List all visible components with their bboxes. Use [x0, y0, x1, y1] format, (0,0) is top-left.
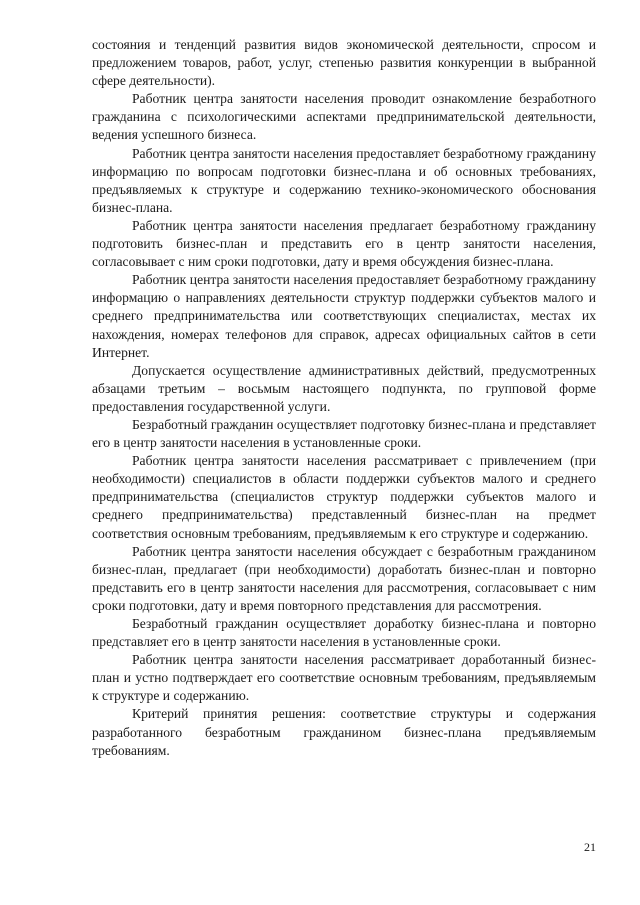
paragraph: Безработный гражданин осуществляет доработку бизнес-плана и повторно представляет его в центр занятости населения в установленные сроки.	[92, 616, 596, 650]
document-body	[92, 36, 596, 760]
page-number: 21	[584, 840, 596, 854]
paragraph: Работник центра занятости населения обсуждает с безработным гражданином бизнес-план, предлагает (при необходимости) доработать бизнес-план и повторно представить его в центр занятости населения для рассмотрения, согласовывает с ним сроки подготовки, дату и время повторного представления для рассмотрения.	[92, 543, 596, 613]
paragraph-continuation: состояния и тенденций развития видов экономической деятельности, спросом и предложением товаров, работ, услуг, степенью развития конкуренции в выбранной сфере деятельности).	[92, 37, 596, 89]
paragraph: Критерий принятия решения: соответствие структуры и содержания разработанного безработным гражданином бизнес-плана предъявляемым требованиям.	[92, 706, 596, 758]
paragraph: Работник центра занятости населения предоставляет безработному гражданину информацию о направлениях деятельности структур поддержки субъектов малого и среднего предпринимательства или соответствующих специалистах, местах их нахождения, номерах телефонов для справок, адресах официальных сайтов в сети Интернет.	[92, 272, 596, 360]
paragraph: Работник центра занятости населения проводит ознакомление безработного гражданина с психологическими аспектами предпринимательской деятельности, ведения успешного бизнеса.	[92, 91, 596, 143]
paragraph: Безработный гражданин осуществляет подготовку бизнес-плана и представляет его в центр занятости населения в установленные сроки.	[92, 416, 596, 451]
paragraph: Работник центра занятости населения рассматривает доработанный бизнес-план и устно подтверждает его соответствие основным требованиям, предъявляемым к структуре и содержанию.	[92, 652, 596, 704]
paragraph: Допускается осуществление административных действий, предусмотренных абзацами третьим – восьмым настоящего подпункта, по групповой форме предоставления государственной услуги.	[92, 362, 596, 414]
paragraph: Работник центра занятости населения предоставляет безработному гражданину информацию по вопросам подготовки бизнес-плана и об основных требованиях, предъявляемых к структуре и содержанию технико-экономического обоснования бизнес-плана.	[92, 145, 596, 215]
paragraph: Работник центра занятости населения рассматривает с привлечением (при необходимости) специалистов в области поддержки субъектов малого и среднего предпринимательства (специалистов структур поддержки субъектов малого и среднего предпринимательства) представленный бизнес-план на предмет соответствия основным требованиям, предъявляемым к его структуре и содержанию.	[92, 453, 596, 541]
paragraph: Работник центра занятости населения предлагает безработному гражданину подготовить бизнес-план и представить его в центр занятости населения, согласовывает с ним сроки подготовки, дату и время обсуждения бизнес-плана.	[92, 217, 596, 270]
